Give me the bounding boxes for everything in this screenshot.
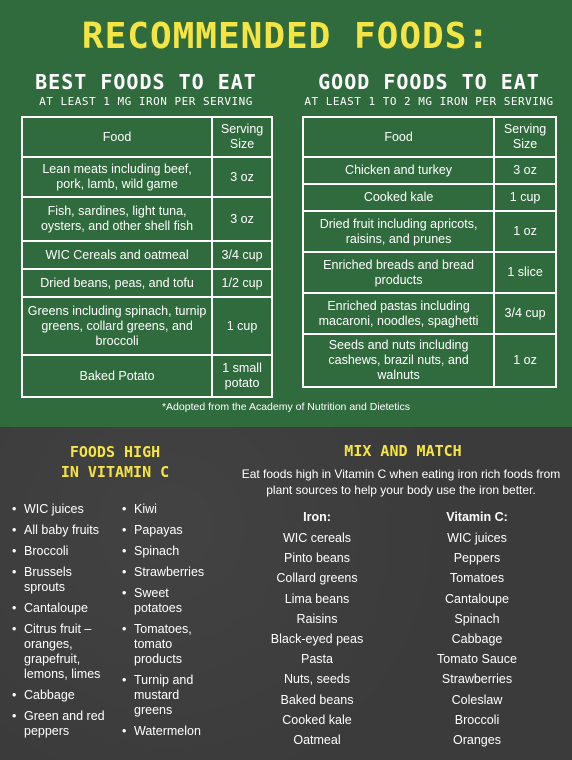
good-foods-heading: GOOD FOODS TO EAT (318, 70, 540, 94)
list-item: • Watermelon (122, 724, 222, 739)
list-item: • Papayas (122, 523, 222, 538)
food-cell: WIC Cereals and oatmeal (22, 241, 212, 269)
serving-size-cell: 3 oz (212, 197, 272, 241)
food-cell: Enriched breads and bread products (303, 252, 494, 293)
vitamin-c-title (20, 442, 210, 483)
table-header-row (303, 117, 556, 157)
serving-size-cell: 1 slice (494, 252, 556, 293)
serving-size-cell: 3/4 cup (494, 293, 556, 334)
vitamin-c-column-header: Vitamin C: (446, 510, 508, 524)
table-row (22, 241, 272, 269)
table-row (22, 269, 272, 297)
list-item: • Kiwi (122, 502, 222, 517)
food-cell: Lean meats including beef, pork, lamb, wild game (22, 157, 212, 197)
list-item: • Cantaloupe (12, 601, 120, 616)
vitamin-c-list-right (122, 502, 222, 745)
list-item: Coleslaw (451, 692, 503, 707)
vitamin-c-title-line2: IN VITAMIN C (60, 463, 170, 482)
table-row (303, 334, 556, 387)
serving-size-cell: 3 oz (494, 157, 556, 184)
column-header-food: Food (303, 117, 494, 157)
best-foods-heading: BEST FOODS TO EAT (35, 70, 257, 94)
list-item: • Strawberries (122, 565, 222, 580)
food-cell: Greens including spinach, turnip greens, collard greens, and broccoli (22, 297, 212, 355)
serving-size-cell: 1 cup (494, 184, 556, 211)
good-foods-table (302, 116, 557, 388)
vitamin-c-list-left (12, 502, 120, 745)
table-row (303, 293, 556, 334)
list-item: • Turnip and mustard greens (122, 673, 222, 718)
list-item: Tomatoes (449, 571, 505, 586)
iron-column-header: Iron: (303, 510, 331, 524)
table-row (22, 297, 272, 355)
list-item: • Green and red peppers (12, 709, 120, 739)
good-foods-subheading: AT LEAST 1 TO 2 MG IRON PER SERVING (304, 95, 554, 108)
best-foods-heading-block (20, 70, 272, 108)
food-cell: Enriched pastas including macaroni, noodles, spaghetti (303, 293, 494, 334)
list-item: Raisins (296, 611, 338, 626)
list-item: WIC juices (447, 531, 507, 545)
list-item: Nuts, seeds (283, 672, 350, 687)
food-cell: Baked Potato (22, 355, 212, 397)
list-item: • Cabbage (12, 688, 120, 703)
list-item: Pasta (301, 652, 333, 667)
list-item: Cabbage (451, 631, 503, 646)
table-row (303, 252, 556, 293)
list-item: • Broccoli (12, 544, 120, 559)
list-item: • Brussels sprouts (12, 565, 120, 595)
vitamin-c-column (412, 510, 542, 750)
list-item: • Spinach (122, 544, 222, 559)
table-row (22, 197, 272, 241)
column-header-serving-size: Serving Size (212, 117, 272, 157)
serving-size-cell: 3/4 cup (212, 241, 272, 269)
table-row (303, 184, 556, 211)
footnote: *Adopted from the Academy of Nutrition and Dietetics (161, 401, 411, 413)
list-item: • Citrus fruit – oranges, grapefruit, lemons, limes (12, 622, 120, 682)
list-item: • Sweet potatoes (122, 586, 222, 616)
list-item: Oranges (453, 732, 501, 747)
serving-size-cell: 1/2 cup (212, 269, 272, 297)
serving-size-cell: 1 cup (212, 297, 272, 355)
serving-size-cell: 1 oz (494, 334, 556, 387)
food-cell: Dried fruit including apricots, raisins, and prunes (303, 211, 494, 252)
list-item: Strawberries (441, 672, 513, 687)
list-item: • All baby fruits (12, 523, 120, 538)
page-title: RECOMMENDED FOODS: (81, 16, 491, 57)
food-cell: Fish, sardines, light tuna, oysters, and other shell fish (22, 197, 212, 241)
food-cell: Seeds and nuts including cashews, brazil nuts, and walnuts (303, 334, 494, 387)
list-item: • WIC juices (12, 502, 120, 517)
mix-and-match-title: MIX AND MATCH (344, 442, 462, 460)
table-row (303, 157, 556, 184)
table-row (22, 355, 272, 397)
food-cell: Dried beans, peas, and tofu (22, 269, 212, 297)
list-item: Cooked kale (282, 712, 352, 727)
list-item: Baked beans (280, 692, 354, 707)
list-item: Black-eyed peas (270, 631, 364, 646)
food-cell: Cooked kale (303, 184, 494, 211)
list-item: Broccoli (454, 712, 500, 727)
serving-size-cell: 3 oz (212, 157, 272, 197)
good-foods-heading-block (300, 70, 558, 108)
best-foods-table (21, 116, 273, 398)
list-item: WIC cereals (282, 531, 352, 545)
list-item: Oatmeal (293, 732, 341, 747)
list-item: Peppers (453, 551, 501, 566)
vitamin-c-title-line1: FOODS HIGH (69, 443, 161, 461)
best-foods-subheading: AT LEAST 1 MG IRON PER SERVING (39, 95, 253, 108)
serving-size-cell: 1 small potato (212, 355, 272, 397)
list-item: Tomato Sauce (437, 652, 517, 667)
serving-size-cell: 1 oz (494, 211, 556, 252)
table-row (22, 157, 272, 197)
list-item: Cantaloupe (445, 591, 509, 606)
iron-column (252, 510, 382, 750)
list-item: Spinach (454, 611, 500, 626)
food-cell: Chicken and turkey (303, 157, 494, 184)
mix-and-match-description: Eat foods high in Vitamin C when eating iron rich foods from plant sources to help your body use the iron better. (241, 467, 561, 498)
list-item: • Tomatoes, tomato products (122, 622, 222, 667)
list-item: Collard greens (276, 571, 358, 586)
list-item: Pinto beans (283, 551, 351, 566)
list-item: Lima beans (284, 591, 350, 606)
column-header-food: Food (22, 117, 212, 157)
table-row (303, 211, 556, 252)
table-header-row (22, 117, 272, 157)
column-header-serving-size: Serving Size (494, 117, 556, 157)
